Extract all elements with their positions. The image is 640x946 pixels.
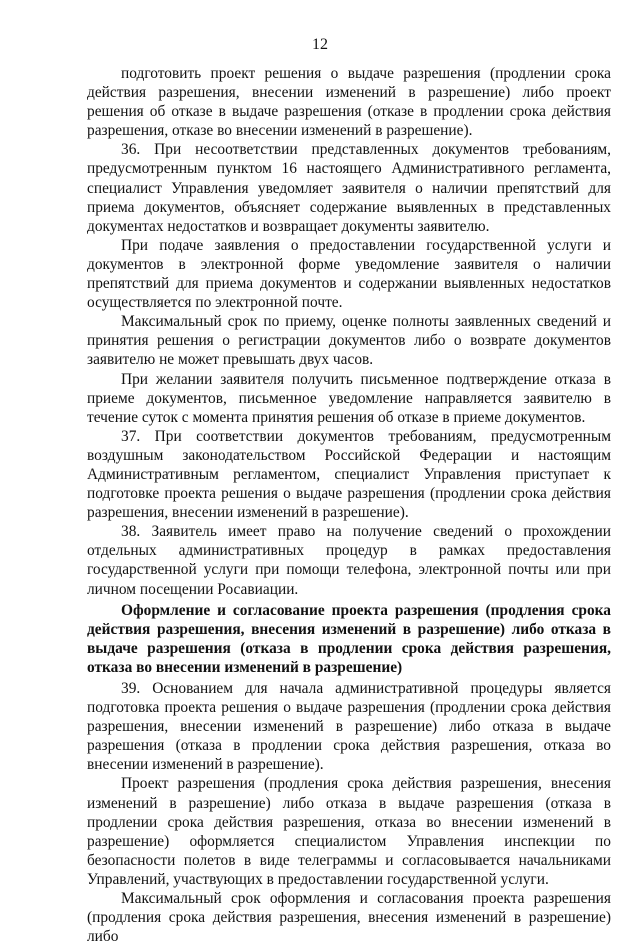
paragraph-continuation: подготовить проект решения о выдаче разрешения (продлении срока действия разрешения, внесении изменений в разрешение) либо проект решения об отказе в выдаче разрешения (отказе в продлении срока действия разрешения, отказе во внесении изменений в разрешение). bbox=[87, 65, 611, 140]
section-heading: Оформление и согласование проекта разрешения (продления срока действия разрешения, внесения изменений в разрешение) либо отказа в выдаче разрешения (отказа в продлении срока действия разрешения, отказа во внесении изменений в разрешение) bbox=[87, 601, 611, 676]
document-body bbox=[87, 64, 611, 946]
paragraph-item-36: 36. При несоответствии представленных документов требованиям, предусмотренным пунктом 16 настоящего Административного регламента, специалист Управления уведомляет заявителя о наличии препятствий для приема документов, объясняет содержание выявленных в представленных документах недостатков и возвращает документы заявителю. bbox=[87, 141, 611, 235]
paragraph-item-39: 39. Основанием для начала административной процедуры является подготовка проекта решения о выдаче разрешения (продлении срока действия разрешения, внесении изменений в разрешение) либо отказа в выдаче разрешения (отказа в продлении срока действия разрешения, отказа во внесении изменений в разрешение). bbox=[87, 680, 611, 774]
paragraph-electronic-submission: При подаче заявления о предоставлении государственной услуги и документов в электронной форме уведомление заявителя о наличии препятствий для приема документов и содержании выявленных недостатков осуществляется по электронной почте. bbox=[87, 236, 611, 312]
paragraph-max-time: Максимальный срок по приему, оценке полноты заявленных сведений и принятия решения о регистрации документов либо о возврате документов заявителю не может превышать двух часов. bbox=[87, 313, 611, 369]
page-number: 12 bbox=[312, 36, 328, 53]
paragraph-item-38: 38. Заявитель имеет право на получение сведений о прохождении отдельных административных процедур в рамках предоставления государственной услуги при помощи телефона, электронной почты или при личном посещении Росавиации. bbox=[87, 523, 611, 598]
paragraph-max-processing-time: Максимальный срок оформления и согласования проекта разрешения (продления срока действия разрешения, внесения изменений в разрешение) либо bbox=[87, 890, 611, 946]
paragraph-draft-permit: Проект разрешения (продления срока действия разрешения, внесения изменений в разрешение) либо отказа в выдаче разрешения (отказа в продлении срока действия разрешения, отказа во внесении изменений в разрешение) оформляется специалистом Управления инспекции по безопасности полетов в виде телеграммы и согласовывается начальниками Управлений, участвующих в предоставлении государственной услуги. bbox=[87, 775, 611, 888]
paragraph-written-confirmation: При желании заявителя получить письменное подтверждение отказа в приеме документов, письменное уведомление направляется заявителю в течение суток с момента принятия решения об отказе в приеме документов. bbox=[87, 370, 611, 426]
paragraph-item-37: 37. При соответствии документов требованиям, предусмотренным воздушным законодательством Российской Федерации и настоящим Административным регламентом, специалист Управления приступает к подготовке проекта решения о выдаче разрешения (продлении срока действия разрешения, внесении изменений в разрешение). bbox=[87, 427, 611, 522]
